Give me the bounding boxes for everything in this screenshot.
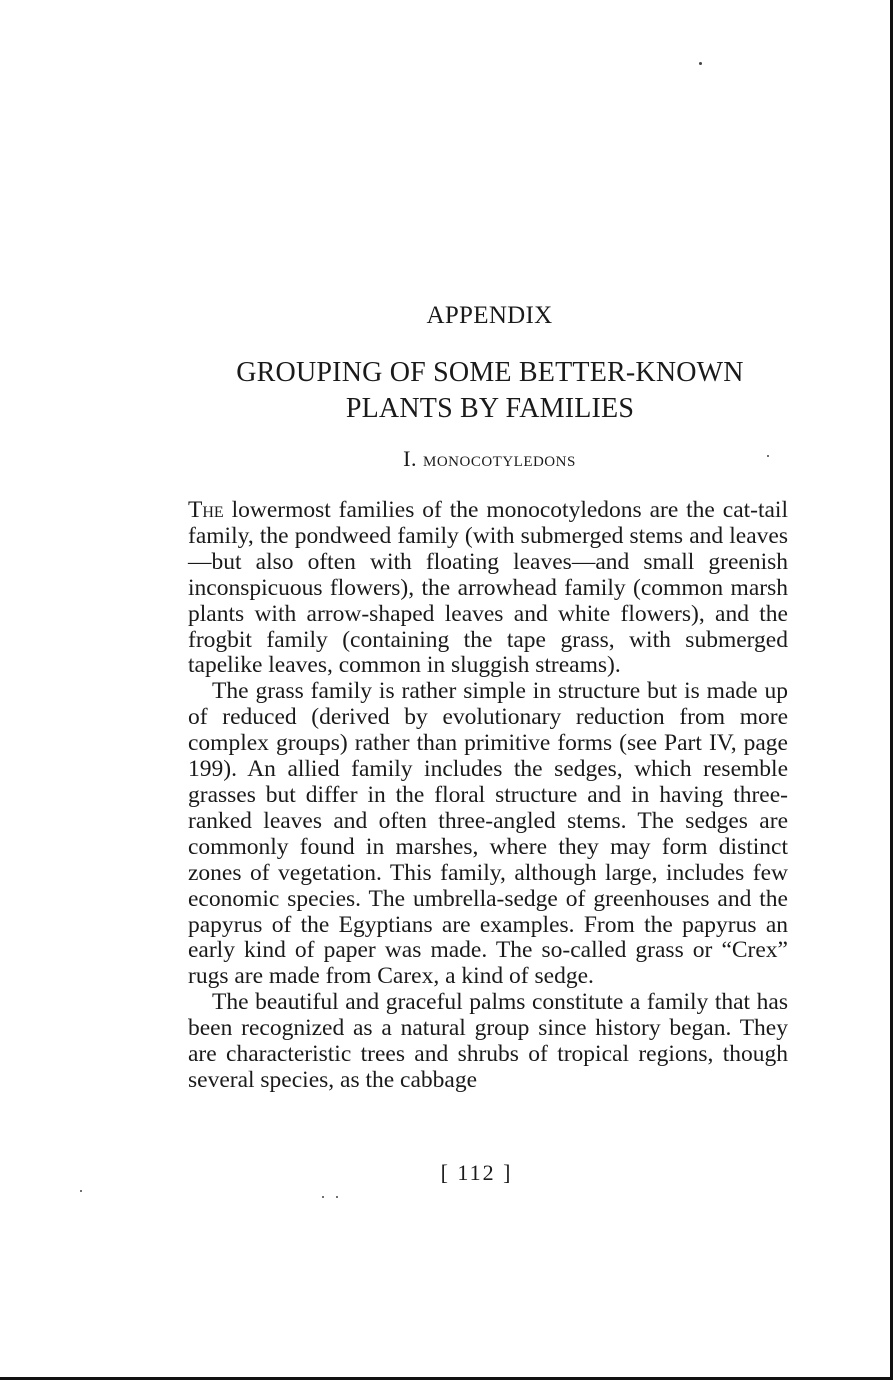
- paragraph: [188, 990, 788, 1094]
- paragraph: [188, 679, 788, 990]
- paragraph: [188, 498, 788, 679]
- appendix-label: APPENDIX: [426, 302, 553, 329]
- body-text: [188, 498, 788, 1094]
- section-numeral: I.: [403, 446, 417, 471]
- page-title: [200, 355, 780, 427]
- title-line-2: PLANTS BY FAMILIES: [345, 393, 635, 424]
- scan-speck: [699, 62, 702, 65]
- paragraph-text: lowermost families of the monocotyledons are the cat-tail family, the pondweed family (with submerged stems and leaves—but also often with floating leaves—and small greenish inconspicuous flowers), the arrowhead family (common marsh plants with arrow-shaped leaves and white flowers), and the frogbit family (containing the tape grass, with submerged tapelike leaves, common in sluggish streams).: [188, 497, 788, 679]
- scan-speck: [336, 1196, 338, 1198]
- page-number: [ 112 ]: [440, 1160, 513, 1185]
- scan-speck: [322, 1196, 324, 1198]
- scan-speck: [80, 1190, 82, 1192]
- paragraph-lead-word: The: [188, 497, 224, 523]
- section-heading: [0, 446, 893, 472]
- title-line-1: GROUPING OF SOME BETTER-KNOWN: [236, 357, 744, 388]
- paragraph-text: The grass family is rather simple in structure but is made up of reduced (derived by evolutionary reduction from more complex groups) rather than primitive forms (see Part IV, page 199). An allied family includes the sedges, which resemble grasses but differ in the floral structure and in having three-ranked leaves and often three-angled stems. The sedges are commonly found in marshes, where they may form distinct zones of vegetation. This family, although large, includes few economic species. The umbrella-sedge of greenhouses and the papyrus of the Egyptians are examples. From the papyrus an early kind of paper was made. The so-called grass or “Crex” rugs are made from Carex, a kind of sedge.: [188, 678, 788, 990]
- section-name: monocotyledons: [422, 446, 576, 471]
- paragraph-text: The beautiful and graceful palms constitute a family that has been recognized as a natural group since history began. They are characteristic trees and shrubs of tropical regions, though several species, as the cabbage: [188, 989, 788, 1093]
